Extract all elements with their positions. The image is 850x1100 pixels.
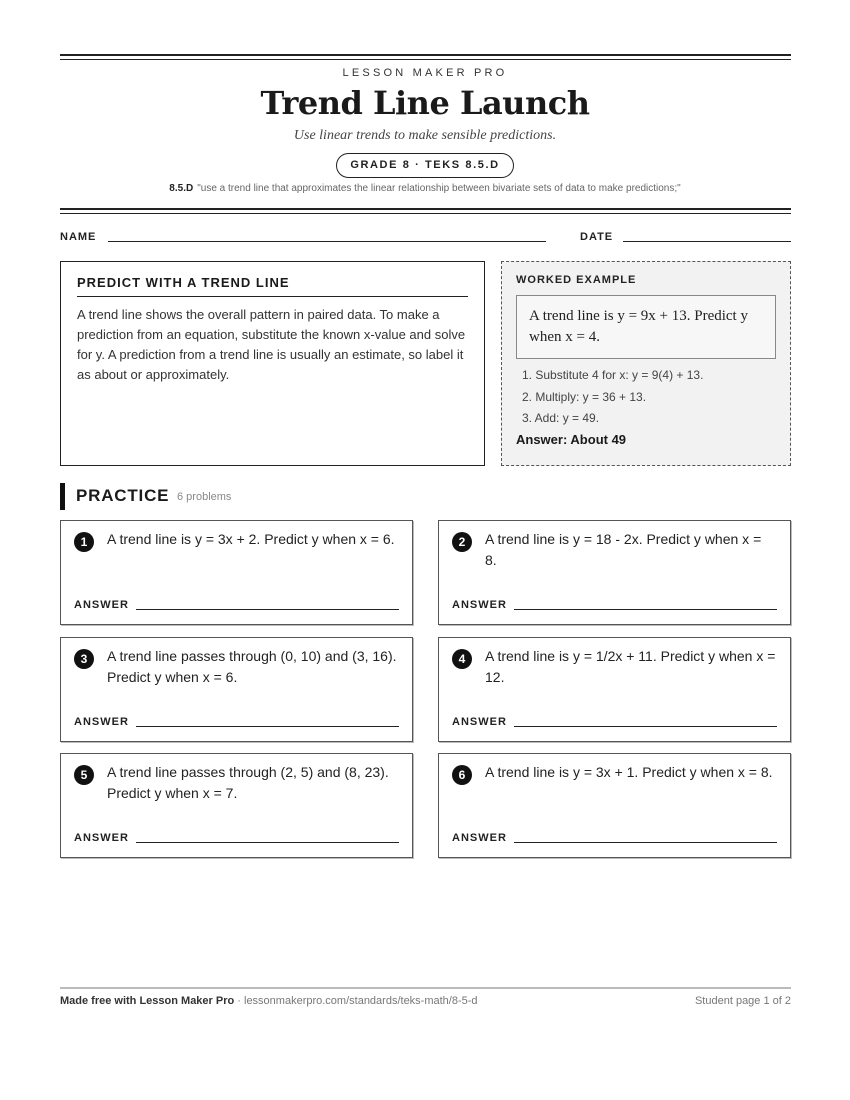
problem-card-1: [60, 520, 413, 625]
problem-card-5: [60, 753, 413, 858]
worked-example-step: 1. Substitute 4 for x: y = 9(4) + 13.: [522, 368, 704, 382]
problem-text: A trend line is y = 18 - 2x. Predict y when x = 8.: [485, 531, 762, 568]
problem-card-3: [60, 637, 413, 742]
practice-accent-bar: [60, 483, 65, 510]
name-field[interactable]: [108, 241, 546, 242]
problem-card-4: [438, 637, 791, 742]
answer-label: ANSWER: [74, 716, 129, 728]
worked-example-title: WORKED EXAMPLE: [516, 274, 637, 286]
problem-text: A trend line is y = 1/2x + 11. Predict y when x = 12.: [485, 648, 776, 685]
problem-number: 4: [452, 649, 472, 669]
footer-page-number: Student page 1 of 2: [694, 995, 791, 1007]
standard-line: [0, 183, 850, 194]
practice-count: 6 problems: [177, 491, 232, 503]
answer-label: ANSWER: [74, 832, 129, 844]
standard-text: "use a trend line that approximates the linear relationship between bivariate sets of data to make predictions;": [197, 183, 681, 194]
date-label: DATE: [580, 231, 614, 243]
name-label: NAME: [60, 231, 97, 243]
problem-card-2: [438, 520, 791, 625]
footer-url[interactable]: · lessonmakerpro.com/standards/teks-math/8-5-d: [234, 995, 478, 1007]
answer-label: ANSWER: [452, 716, 507, 728]
worked-example-step: 3. Add: y = 49.: [522, 411, 600, 425]
date-field[interactable]: [623, 241, 791, 242]
answer-label: ANSWER: [74, 599, 129, 611]
answer-field[interactable]: [514, 726, 777, 727]
problem-number: 5: [74, 765, 94, 785]
grade-badge: GRADE 8 · TEKS 8.5.D: [336, 153, 514, 178]
problem-number: 1: [74, 532, 94, 552]
worked-example-problem: A trend line is y = 9x + 13. Predict y when x = 4.: [516, 295, 776, 359]
worked-example-step: 2. Multiply: y = 36 + 13.: [522, 389, 647, 404]
problem-text: A trend line is y = 3x + 2. Predict y when x = 6.: [107, 531, 395, 547]
worked-example-answer: Answer: About 49: [516, 431, 627, 447]
answer-label: ANSWER: [452, 832, 507, 844]
header-bottom-rule: [60, 208, 791, 214]
concept-title: PREDICT WITH A TREND LINE: [77, 275, 468, 297]
standard-code: 8.5.D: [169, 183, 194, 194]
answer-field[interactable]: [136, 842, 399, 843]
answer-field[interactable]: [514, 609, 777, 610]
problem-number: 6: [452, 765, 472, 785]
problem-text: A trend line passes through (2, 5) and (8, 23). Predict y when x = 7.: [107, 764, 389, 801]
answer-field[interactable]: [136, 609, 399, 610]
problem-number: 2: [452, 532, 472, 552]
brand-name: LESSON MAKER PRO: [342, 67, 508, 79]
worked-example-box: [501, 261, 791, 466]
problem-text: A trend line passes through (0, 10) and (3, 16). Predict y when x = 6.: [107, 648, 397, 685]
footer-made-with: Made free with Lesson Maker Pro: [60, 995, 235, 1007]
concept-box: [60, 261, 485, 466]
page-title: Trend Line Launch: [260, 84, 590, 122]
practice-title: PRACTICE: [76, 486, 170, 505]
answer-label: ANSWER: [452, 599, 507, 611]
problem-card-6: [438, 753, 791, 858]
page-subtitle: Use linear trends to make sensible predictions.: [293, 128, 557, 143]
answer-field[interactable]: [514, 842, 777, 843]
footer-rule: [60, 987, 791, 989]
footer-credit: [60, 995, 478, 1007]
problem-text: A trend line is y = 3x + 1. Predict y when x = 8.: [485, 764, 773, 780]
worked-example-steps: [516, 365, 776, 430]
top-double-rule: [60, 54, 791, 60]
problem-number: 3: [74, 649, 94, 669]
answer-field[interactable]: [136, 726, 399, 727]
concept-text: A trend line shows the overall pattern in paired data. To make a prediction from an equation, substitute the known x-value and solve for y. A prediction from a trend line is usually an estimate, so label it as about or approximately.: [77, 307, 466, 382]
